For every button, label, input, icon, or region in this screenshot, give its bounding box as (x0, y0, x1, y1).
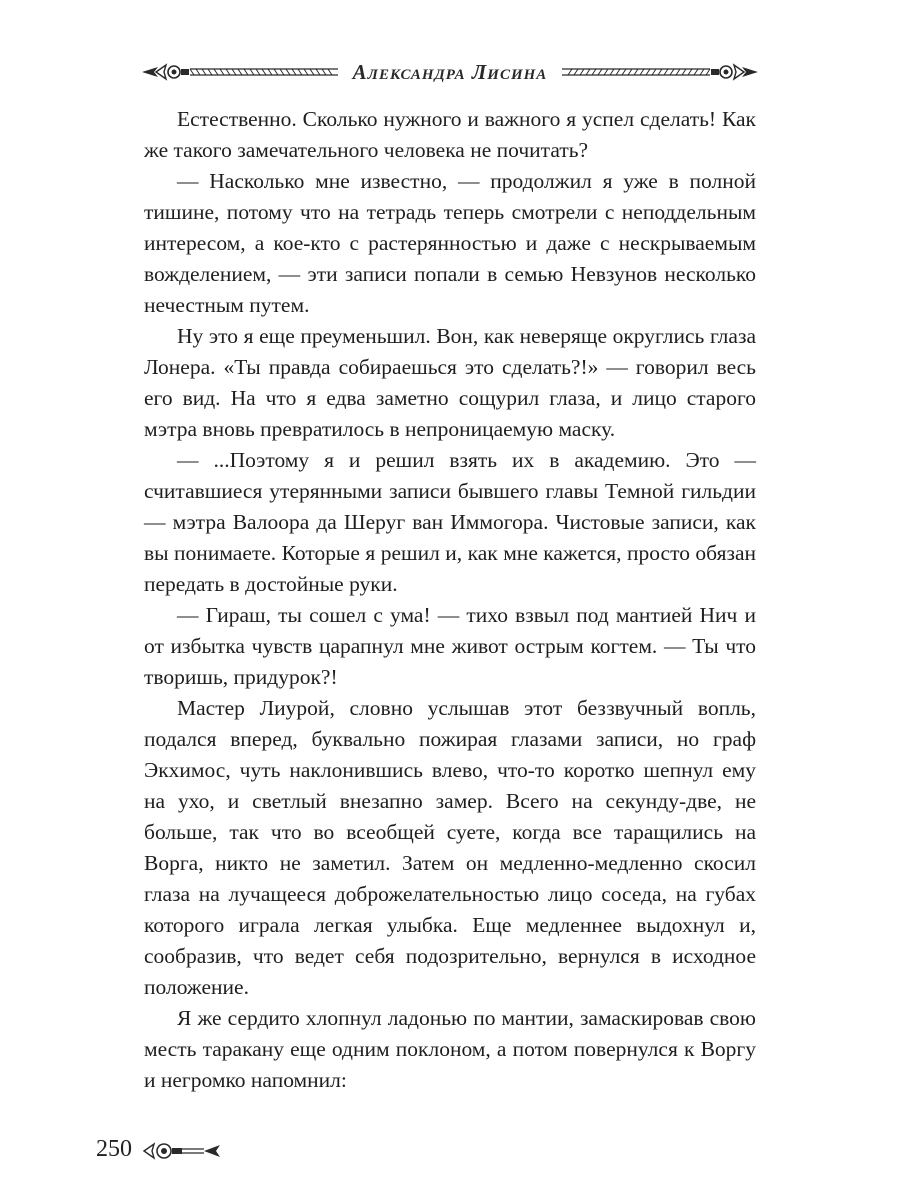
author-name: Александра Лисина (352, 60, 548, 84)
paragraph: — Насколько мне известно, — продолжил я уже в полной тишине, потому что на тетрадь теперь смотрели с неподдельным интересом, а кое-кто с растерянностью и даже с нескрываемым вожделением, — эти записи попали в семью Невзунов несколько нечестным путем. (144, 169, 756, 317)
running-header (140, 52, 760, 92)
paragraph: Я же сердито хлопнул ладонью по мантии, замаскировав свою месть таракану еще одним поклоном, а потом повернулся к Воргу и негромко напомнил: (144, 1006, 756, 1092)
spear-ornament-icon (560, 60, 760, 84)
paragraph: — Гираш, ты сошел с ума! — тихо взвыл под мантией Нич и от избытка чувств царапнул мне живот острым когтем. — Ты что творишь, придурок?! (144, 603, 756, 689)
spear-ornament-icon (142, 1138, 222, 1164)
paragraph: Ну это я еще преуменьшил. Вон, как неверяще округлись глаза Лонера. «Ты правда собираешься это сделать?!» — говорил весь его вид. На что я едва заметно сощурил глаза, и лицо старого мэтра вновь превратилось в непроницаемую маску. (144, 324, 756, 441)
paragraph: — ...Поэтому я и решил взять их в академию. Это — считавшиеся утерянными записи бывшего главы Темной гильдии — мэтра Валоора да Шеруг ван Иммогора. Чистовые записи, как вы понимаете. Которые я решил и, как мне кажется, просто обязан передать в достойные руки. (144, 448, 756, 596)
paragraph: Мастер Лиурой, словно услышав этот беззвучный вопль, подался вперед, буквально пожирая глазами записи, но граф Экхимос, чуть наклонившись влево, что-то коротко шепнул ему на ухо, и светлый внезапно замер. Всего на секунду-две, не больше, так что во всеобщей суете, когда все таращились на Ворга, никто не заметил. Затем он медленно-медленно скосил глаза на лучащееся доброжелательностью лицо соседа, на губах которого играла легкая улыбка. Еще медленнее выдохнул и, сообразив, что ведет себя подозрительно, вернулся в исходное положение. (144, 696, 756, 999)
page-number: 250 (96, 1136, 132, 1162)
page-footer (96, 1136, 296, 1166)
body-text (144, 104, 756, 1096)
paragraph: Естественно. Сколько нужного и важного я успел сделать! Как же такого замечательного человека не почитать? (144, 107, 756, 162)
